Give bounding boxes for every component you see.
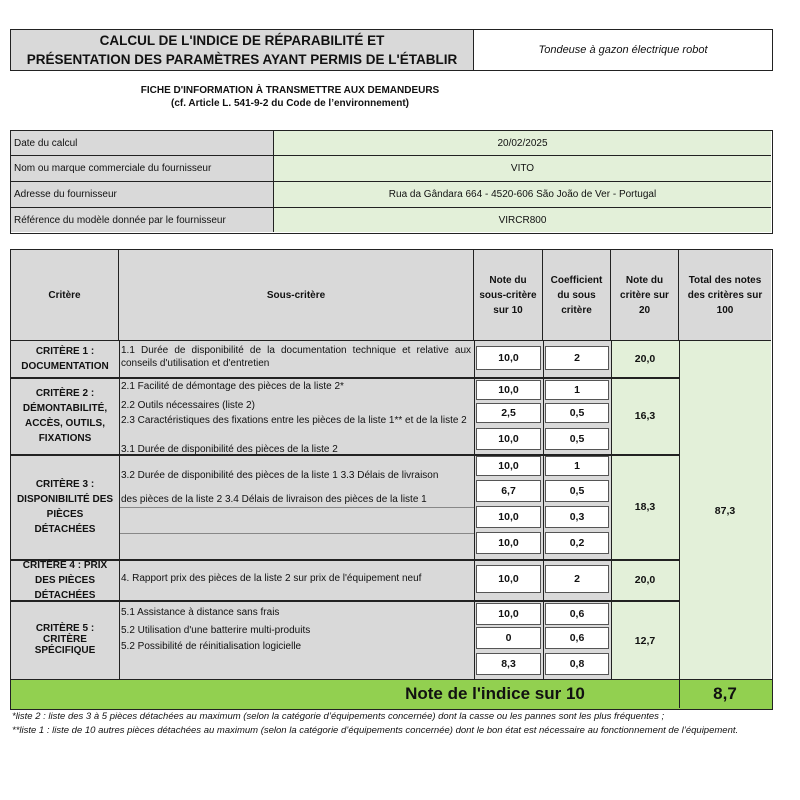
criterion-2-coef-2: 0,5 (545, 403, 609, 423)
info-value-reference: VIRCR800 (274, 208, 771, 232)
fiche-heading (80, 84, 500, 110)
criterion-2-sub-2: 2.2 Outils nécessaires (liste 2) (121, 400, 255, 411)
fiche-line-1: FICHE D'INFORMATION À TRANSMETTRE AUX DEMANDEURS (140, 85, 440, 96)
info-value-address: Rua da Gândara 664 - 4520-606 São João de Ver - Portugal (274, 182, 771, 208)
header-total: Total des notes des critères sur 100 (679, 250, 771, 340)
criterion-3-coef-1: 1 (545, 456, 609, 476)
criterion-1-sub: 1.1 Durée de disponibilité de la documentation technique et relative aux conseils d'utilisation et d'entretien (121, 345, 471, 369)
product-name: Tondeuse à gazon électrique robot (473, 29, 773, 71)
criterion-2-sub-4: 3.1 Durée de disponibilité des pièces de la liste 2 (121, 444, 338, 454)
criterion-5-score: 12,7 (634, 634, 656, 647)
criterion-3-coef-4: 0,2 (545, 532, 609, 554)
criterion-5-sub-2: 5.2 Utilisation d'une batterire multi-produits (121, 625, 311, 636)
criterion-5-sub-3: 5.2 Possibilité de réinitialisation logicielle (121, 641, 302, 652)
criterion-5-note-2: 0 (476, 627, 541, 649)
info-label-address: Adresse du fournisseur (11, 182, 274, 208)
final-index-row (10, 679, 773, 710)
criterion-3-sub-line-1: 3.2 Durée de disponibilité des pièces de la liste 1 3.3 Délais de livraison (121, 470, 439, 481)
criterion-1-name: CRITÈRE 1 : DOCUMENTATION (21, 346, 109, 372)
header-note-sous-critere: Note du sous-critère sur 10 (474, 250, 543, 340)
criterion-2-name: CRITÈRE 2 : DÉMONTABILITÉ, ACCÈS, OUTILS, FIXATIONS (22, 388, 108, 444)
criterion-3-note-3: 10,0 (476, 506, 541, 528)
criterion-2-sub-3: 2.3 Caractéristiques des fixations entre les pièces de la liste 1** et de la liste 2 (121, 415, 467, 426)
criterion-3-sub-line-2: des pièces de la liste 2 3.4 Délais de livraison des pièces de la liste 1 (121, 494, 427, 505)
criterion-4-score: 20,0 (634, 574, 656, 586)
total-score-100: 87,3 (714, 504, 736, 517)
title-line-1: CALCUL DE L'INDICE DE RÉPARABILITÉ ET (99, 33, 385, 48)
criterion-2-note-1: 10,0 (476, 380, 541, 400)
info-label-date: Date du calcul (11, 131, 274, 156)
title-line-2: PRÉSENTATION DES PARAMÈTRES AYANT PERMIS DE L'ÉTABLIR (26, 52, 458, 67)
header-sous-critere: Sous-critère (119, 250, 474, 340)
criterion-1-score: 20,0 (634, 353, 656, 365)
info-label-reference: Référence du modèle donnée par le fournisseur (11, 208, 274, 232)
criterion-4-name: CRITÈRE 4 : PRIX DES PIÈCES DÉTACHÉES (22, 559, 108, 601)
header-coefficient: Coefficient du sous critère (543, 250, 611, 340)
info-value-date: 20/02/2025 (274, 131, 771, 156)
header-note-critere: Note du critère sur 20 (611, 250, 679, 340)
info-label-supplier: Nom ou marque commerciale du fournisseur (11, 156, 274, 182)
criterion-4-sub: 4. Rapport prix des pièces de la liste 2 sur prix de l'équipement neuf (121, 573, 422, 584)
criterion-5-coef-1: 0,6 (545, 603, 609, 625)
criterion-5-name: CRITÈRE 5 : CRITÈRE SPÉCIFIQUE (34, 623, 96, 656)
criterion-2-score: 16,3 (634, 410, 656, 422)
criterion-3-score: 18,3 (634, 501, 656, 513)
criterion-3-note-4: 10,0 (476, 532, 541, 554)
criterion-5-coef-2: 0,6 (545, 627, 609, 649)
criterion-4-coef: 2 (545, 565, 609, 593)
header-critere: Critère (11, 250, 119, 340)
criterion-3-name: CRITÈRE 3 : DISPONIBILITÉ DES PIÈCES DÉTACHÉES (16, 479, 114, 535)
criterion-2-coef-1: 1 (545, 380, 609, 400)
criterion-2-sub-1: 2.1 Facilité de démontage des pièces de la liste 2* (121, 381, 344, 392)
page-title (10, 29, 474, 71)
criterion-5-sub-1: 5.1 Assistance à distance sans frais (121, 607, 280, 618)
criterion-3-coef-2: 0,5 (545, 480, 609, 502)
criterion-1-coef: 2 (545, 346, 609, 370)
footnote-list-2: *liste 2 : liste des 3 à 5 pièces détachées au maximum (selon la catégorie d’équipements concernée) dont la casse ou les pannes sont les plus fréquentes ; (12, 711, 665, 722)
criterion-4-note: 10,0 (476, 565, 541, 593)
criterion-3-coef-3: 0,3 (545, 506, 609, 528)
criterion-5-coef-3: 0,8 (545, 653, 609, 675)
info-value-supplier: VITO (274, 156, 771, 182)
supplier-info-table (10, 130, 773, 234)
criterion-3-note-1: 10,0 (476, 456, 541, 476)
footnote-list-1: **liste 1 : liste de 10 autres pièces détachées au maximum (selon la catégorie d’équipements concernée) dont le bon état est nécessaire au fonctionnement de l’équipement. (12, 725, 739, 736)
criterion-2-note-3: 10,0 (476, 428, 541, 450)
criterion-1-note: 10,0 (476, 346, 541, 370)
repairability-table (10, 249, 773, 679)
final-index-value: 8,7 (713, 684, 737, 703)
criterion-2-note-2: 2,5 (476, 403, 541, 423)
criterion-2-coef-3: 0,5 (545, 428, 609, 450)
fiche-line-2: (cf. Article L. 541-9-2 du Code de l’environnement) (170, 98, 409, 109)
criterion-3-note-2: 6,7 (476, 480, 541, 502)
final-index-label: Note de l'indice sur 10 (405, 684, 585, 703)
criterion-5-note-3: 8,3 (476, 653, 541, 675)
criterion-5-note-1: 10,0 (476, 603, 541, 625)
